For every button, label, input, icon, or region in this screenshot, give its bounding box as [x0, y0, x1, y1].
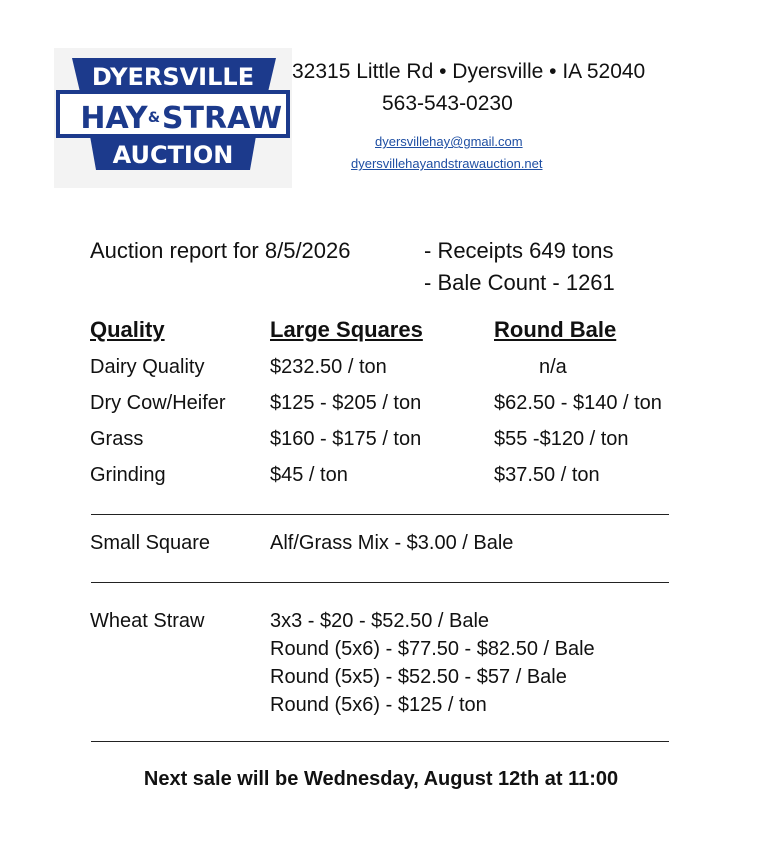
- email-link[interactable]: dyersvillehay@gmail.com: [375, 134, 523, 149]
- phone-number: 563-543-0230: [382, 92, 513, 115]
- row-quality: Dairy Quality: [90, 356, 205, 378]
- divider: [91, 582, 669, 583]
- wheat-straw-line: 3x3 - $20 - $52.50 / Bale: [270, 610, 490, 632]
- logo-graphic: [54, 48, 292, 188]
- logo-line2-right: STRAW: [161, 101, 283, 136]
- header-large-squares: Large Squares: [270, 317, 423, 342]
- small-square-value: Alf/Grass Mix - $3.00 / Bale: [270, 532, 514, 554]
- row-quality: Grass: [90, 428, 144, 450]
- bale-count: - Bale Count - 1261: [424, 270, 615, 295]
- next-sale-notice: Next sale will be Wednesday, August 12th at 11:00: [143, 768, 619, 790]
- row-round-bale: $55 -$120 / ton: [494, 428, 629, 450]
- header-quality: Quality: [90, 317, 165, 342]
- receipts: - Receipts 649 tons: [424, 238, 614, 263]
- row-large-squares: $160 - $175 / ton: [270, 428, 422, 450]
- row-quality: Dry Cow/Heifer: [90, 392, 226, 414]
- small-square-label: Small Square: [90, 532, 211, 554]
- wheat-straw-line: Round (5x5) - $52.50 - $57 / Bale: [270, 666, 567, 688]
- row-large-squares: $45 / ton: [270, 464, 348, 486]
- address: 32315 Little Rd • Dyersville • IA 52040: [292, 60, 646, 83]
- divider: [91, 514, 669, 515]
- row-round-bale: $62.50 - $140 / ton: [494, 392, 662, 414]
- row-round-bale: $37.50 / ton: [494, 464, 600, 486]
- wheat-straw-line: Round (5x6) - $77.50 - $82.50 / Bale: [270, 638, 595, 660]
- logo-line1: DYERSVILLE: [91, 63, 255, 91]
- wheat-straw-label: Wheat Straw: [90, 610, 205, 632]
- row-large-squares: $125 - $205 / ton: [270, 392, 422, 414]
- logo-line3: AUCTION: [112, 141, 234, 169]
- logo-ampersand: &: [147, 110, 161, 126]
- logo-line2-left: HAY: [80, 101, 148, 136]
- website-link[interactable]: dyersvillehayandstrawauction.net: [351, 156, 543, 171]
- header-round-bale: Round Bale: [494, 317, 617, 342]
- auction-logo: [54, 48, 292, 188]
- wheat-straw-line: Round (5x6) - $125 / ton: [270, 694, 487, 716]
- divider: [91, 741, 669, 742]
- row-large-squares: $232.50 / ton: [270, 356, 387, 378]
- row-round-bale: n/a: [539, 356, 567, 378]
- row-quality: Grinding: [90, 464, 166, 486]
- report-title: Auction report for 8/5/2026: [90, 238, 351, 263]
